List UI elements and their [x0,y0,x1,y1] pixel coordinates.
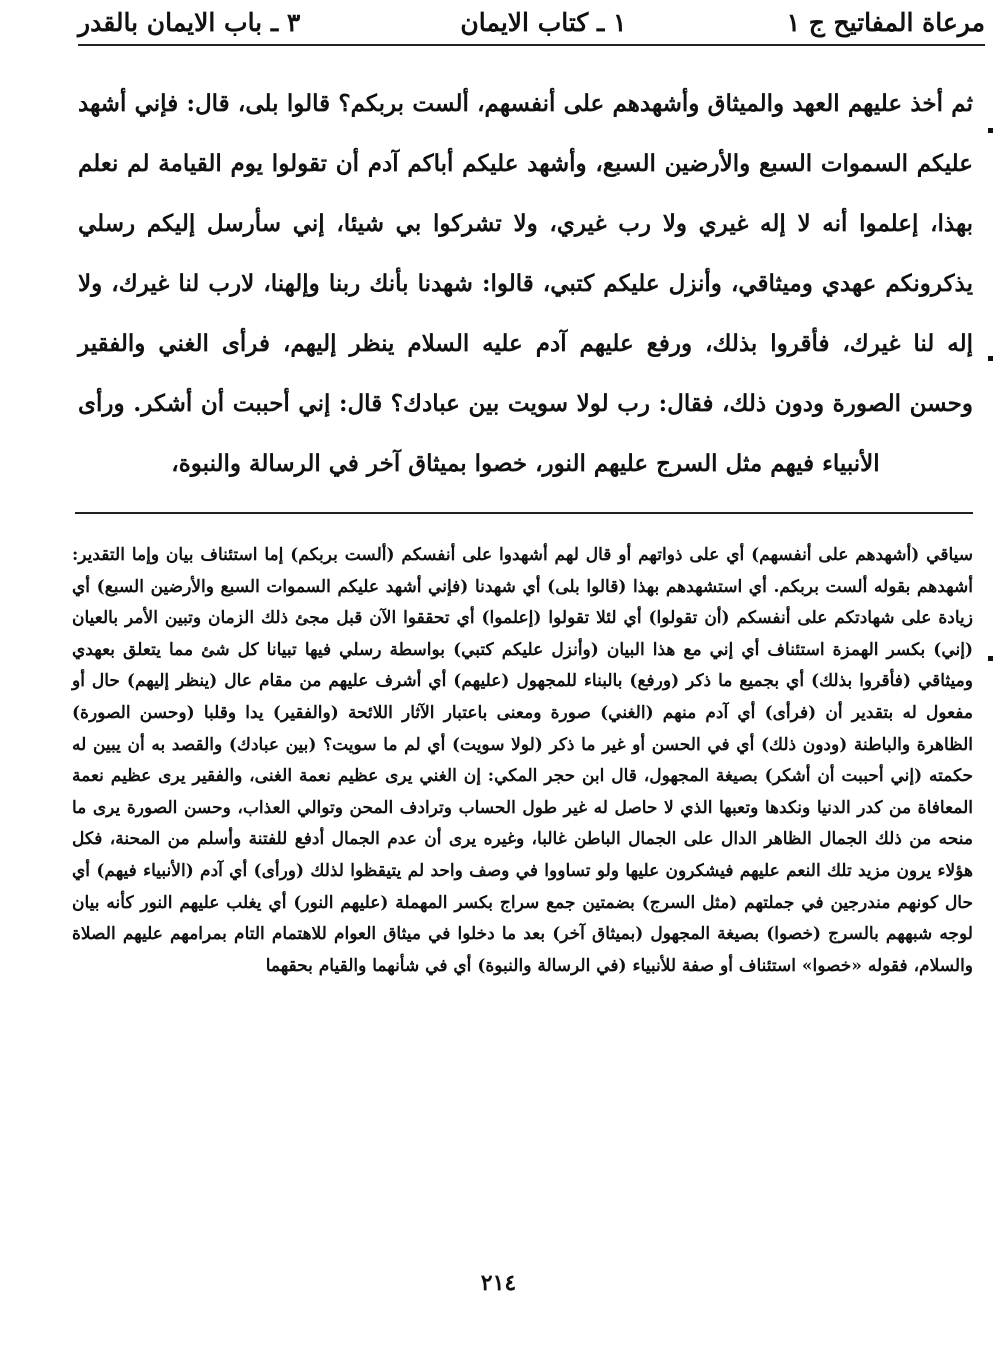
hadith-text: ثم أخذ عليهم العهد والميثاق وأشهدهم على أنفسهم، ألست بربكم؟ قالوا بلى، قال: فإني أشهد عليكم السموات السبع والأرضين السبع، وأشهد عليكم أباكم آدم أن تقولوا يوم القيامة لم نعلم بهذا، إعلموا أنه لا إله غيري ولا رب غيري، ولا تشركوا بي شيئا، إني سأرسل إليكم رسلي يذكرونكم عهدي وميثاقي، وأنزل عليكم كتبي، قالوا: شهدنا بأنك ربنا وإلهنا، لارب لنا غيرك، ولا إله لنا غيرك، فأقروا بذلك، ورفع عليهم آدم عليه السلام ينظر إليهم، فرأى الغني والفقير وحسن الصورة ودون ذلك، فقال: رب لولا سويت بين عبادك؟ قال: إني أحببت أن أشكر. ورأى الأنبياء فيهم مثل السرج عليهم النور، خصوا بميثاق آخر في الرسالة والنبوة، [78,90,973,477]
scan-mark-lower [988,656,993,661]
section-divider [75,512,973,514]
page-number: ٢١٤ [480,1270,517,1296]
running-header [78,2,985,42]
commentary-text: سياقي (أشهدهم على أنفسهم) أي على ذواتهم أو قال لهم أشهدوا على أنفسكم (ألست بربكم) إما استئناف بيان وإما التقدير: أشهدهم بقوله ألست بربكم. أي استشهدهم بهذا (قالوا بلى) أي شهدنا (فإني أشهد عليكم السموات السبع والأرضين السبع) أي زيادة على شهادتكم على أنفسكم (أن تقولوا) أي لئلا تقولوا (إعلموا) أي تحققوا الآن قبل مجئ ذلك الزمان وتبين الأمر بالعيان (إني) بكسر الهمزة استئناف أي إني مع هذا البيان (وأنزل عليكم كتبي) بواسطة رسلي فيها تبيانا كل شئ مما يتعلق بعهدي وميثاقي (فأقروا بذلك) أي بجميع ما ذكر (ورفع) بالبناء للمجهول (عليهم) أي أشرف عليهم من مقام عال (ينظر إليهم) حال أو مفعول له بتقدير أن (فرأى) أي آدم منهم (الغني) صورة ومعنى باعتبار الآثار اللائحة (والفقير) يدا وقلبا (وحسن الصورة) الظاهرة والباطنة (ودون ذلك) أي في الحسن أو غير ما ذكر (لولا سويت) أي لم ما سويت؟ (بين عبادك) والقصد به أن يبين له حكمته (إني أحببت أن أشكر) بصيغة المجهول، قال ابن حجر المكي: إن الغني يرى عظيم نعمة الغنى، والفقير يرى عظيم نعمة المعافاة من كدر الدنيا ونكدها وتعبها الذي لا حاصل له غير طول الحساب وترادف المحن وتوالي العذاب، وحسن الصورة يرى ما منحه من ذلك الجمال الظاهر الدال على الجمال الباطن غالبا، وغيره يرى أن عدم الجمال أدفع للفتنة وأسلم من المحنة، فكل هؤلاء يرون مزيد تلك النعم عليهم فيشكرون عليها ولو تساووا في وصف واحد لم يتيقظوا لذلك (ورأى) أي آدم (الأنبياء فيهم) أي حال كونهم مندرجين في جملتهم (مثل السرج) بضمتين جمع سراج بكسر المهملة (عليهم النور) أي يغلب عليهم النور كأنه بيان لوجه شبههم بالسرج (خصوا) بصيغة المجهول (بميثاق آخر) بعد ما دخلوا في ميثاق العوام للاهتمام التام بمرامهم عليهم الصلاة والسلام، فقوله «خصوا» استئناف أو صفة للأنبياء (في الرسالة والنبوة) أي في شأنهما والقيام بحقهما [72,545,973,976]
scan-mark-top [988,128,993,133]
header-rule [78,44,985,46]
commentary-block [72,540,973,982]
scan-mark-middle [988,356,993,361]
header-chapter: ١ ـ كتاب الايمان [460,7,627,37]
header-book-title: مرعاة المفاتيح ج ١ [786,7,985,37]
hadith-text-block [78,74,973,494]
header-section: ٣ ـ باب الايمان بالقدر [78,7,301,37]
